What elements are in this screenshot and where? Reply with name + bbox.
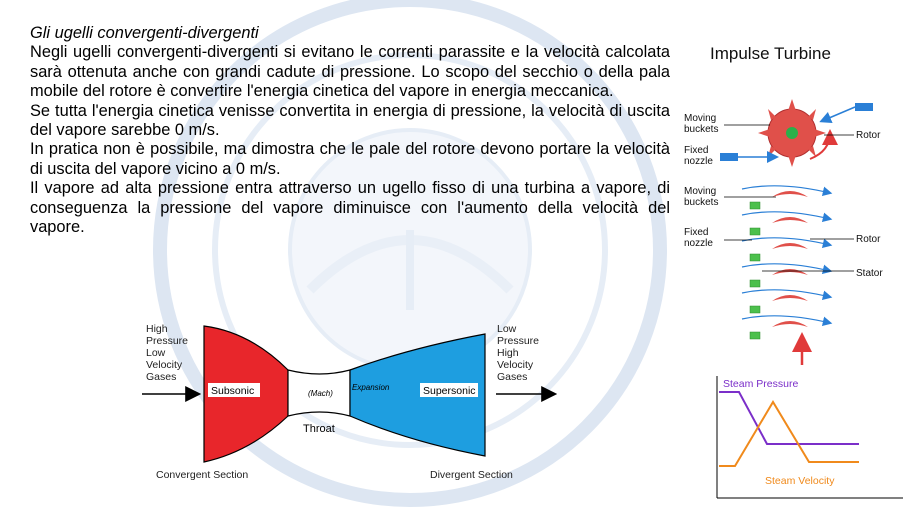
fixed-nozzle-label-1b: nozzle	[684, 156, 713, 167]
convergent-section-label: Convergent Section	[156, 469, 249, 481]
fixed-nozzle-label-1a: Fixed	[684, 145, 709, 156]
paragraph-4: Il vapore ad alta pressione entra attraverso un ugello fisso di una turbina a vapore, di conseguenza la pressione del vapore diminuisce con l'aumento della velocità del vapore.	[30, 179, 670, 237]
moving-buckets-label-2a: Moving	[684, 186, 717, 197]
outlet-line-4: Velocity	[497, 359, 534, 371]
stator-label: Stator	[856, 268, 883, 279]
section-title: Gli ugelli convergenti-divergenti	[30, 24, 259, 42]
moving-buckets-label-1b: buckets	[684, 124, 719, 135]
subsonic-label: Subsonic	[211, 385, 255, 397]
inlet-line-5: Gases	[146, 371, 177, 383]
steam-pressure-curve	[719, 392, 859, 444]
rotor-label-2: Rotor	[856, 234, 881, 245]
paragraph-2: Se tutta l'energia cinetica venisse convertita in energia di pressione, la velocità di uscita del vapore sarebbe 0 m/s.	[30, 101, 670, 140]
rotor-label-1: Rotor	[856, 130, 881, 141]
steam-pressure-label: Steam Pressure	[723, 378, 799, 390]
blade-rows	[742, 186, 830, 339]
steam-velocity-curve	[719, 402, 859, 466]
moving-buckets-label-2b: buckets	[684, 197, 719, 208]
inlet-line-2: Pressure	[146, 335, 189, 347]
impulse-turbine-diagram	[680, 85, 910, 375]
throat-label: Throat	[303, 423, 335, 435]
mach-label: (Mach)	[308, 389, 333, 398]
pressure-velocity-curves	[705, 372, 905, 502]
outlet-line-3: High	[497, 347, 519, 359]
paragraph-1: Negli ugelli convergenti-divergenti si evitano le correnti parassite e la velocità calcolata sarà ottenuta anche con grandi cadute di pressione. Lo scopo del secchio o della pala mobile del rotore è convertire l'energia cinetica del vapore in energia meccanica.	[30, 43, 670, 101]
document-text	[30, 24, 670, 237]
outlet-line-2: Pressure	[497, 335, 540, 347]
outlet-line-5: Gases	[497, 371, 528, 383]
steam-velocity-label: Steam Velocity	[765, 475, 835, 487]
paragraph-3: In pratica non è possibile, ma dimostra che le pale del rotore devono portare la velocità di uscita del vapore vicino a 0 m/s.	[30, 140, 670, 178]
inlet-line-4: Velocity	[146, 359, 183, 371]
impulse-turbine-title: Impulse Turbine	[710, 44, 831, 63]
moving-buckets-label-1a: Moving	[684, 113, 717, 124]
fixed-nozzle-label-2a: Fixed	[684, 227, 709, 238]
inlet-line-3: Low	[146, 347, 166, 359]
supersonic-label: Supersonic	[423, 385, 476, 397]
nozzle-diagram	[140, 312, 560, 492]
fixed-nozzle-label-2b: nozzle	[684, 238, 713, 249]
inlet-line-1: High	[146, 323, 168, 335]
outlet-line-1: Low	[497, 323, 517, 335]
divergent-section-label: Divergent Section	[430, 469, 513, 481]
expansion-label: Expansion	[352, 383, 390, 392]
